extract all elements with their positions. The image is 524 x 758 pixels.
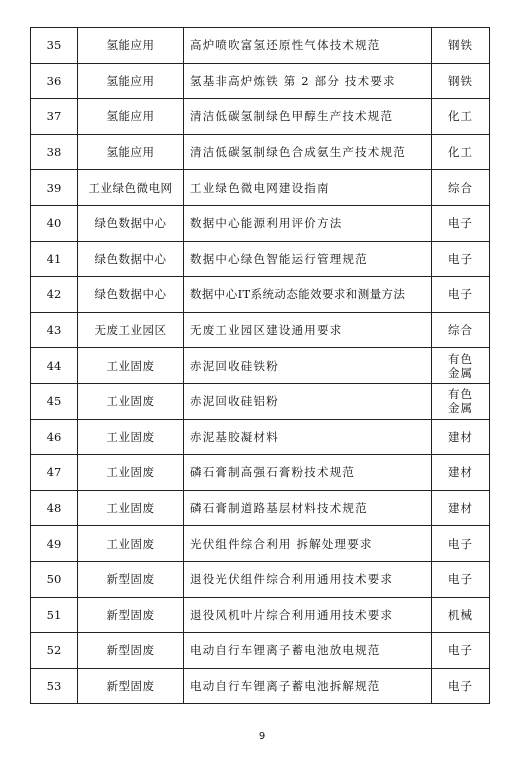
row-industry: 电子 bbox=[432, 526, 490, 562]
row-category: 工业固废 bbox=[78, 383, 184, 419]
row-industry: 电子 bbox=[432, 277, 490, 313]
row-number: 43 bbox=[31, 312, 78, 348]
row-number: 50 bbox=[31, 561, 78, 597]
row-industry-line: 金属 bbox=[448, 365, 473, 380]
row-industry: 化工 bbox=[432, 99, 490, 135]
row-industry: 电子 bbox=[432, 241, 490, 277]
row-industry: 建材 bbox=[432, 455, 490, 491]
table-row bbox=[31, 241, 490, 277]
row-number: 45 bbox=[31, 383, 78, 419]
row-category: 绿色数据中心 bbox=[78, 205, 184, 241]
row-category: 工业固废 bbox=[78, 490, 184, 526]
table-row bbox=[31, 490, 490, 526]
row-standard-name: 无废工业园区建设通用要求 bbox=[184, 312, 432, 348]
row-number: 36 bbox=[31, 63, 78, 99]
table-row bbox=[31, 28, 490, 64]
table-row bbox=[31, 312, 490, 348]
row-number: 46 bbox=[31, 419, 78, 455]
row-standard-name: 工业绿色微电网建设指南 bbox=[184, 170, 432, 206]
table-row bbox=[31, 383, 490, 419]
row-standard-name: 赤泥基胶凝材料 bbox=[184, 419, 432, 455]
row-number: 35 bbox=[31, 28, 78, 64]
row-number: 51 bbox=[31, 597, 78, 633]
row-standard-name: 氢基非高炉炼铁 第 2 部分 技术要求 bbox=[184, 63, 432, 99]
table-row bbox=[31, 668, 490, 704]
row-industry: 建材 bbox=[432, 419, 490, 455]
table-row bbox=[31, 526, 490, 562]
row-industry: 电子 bbox=[432, 668, 490, 704]
row-number: 41 bbox=[31, 241, 78, 277]
row-industry: 机械 bbox=[432, 597, 490, 633]
row-number: 40 bbox=[31, 205, 78, 241]
row-category: 绿色数据中心 bbox=[78, 277, 184, 313]
row-category: 新型固废 bbox=[78, 633, 184, 669]
row-category: 绿色数据中心 bbox=[78, 241, 184, 277]
table-row bbox=[31, 419, 490, 455]
row-standard-name: 数据中心绿色智能运行管理规范 bbox=[184, 241, 432, 277]
row-standard-name: 赤泥回收硅铁粉 bbox=[184, 348, 432, 384]
row-standard-name: 磷石膏制道路基层材料技术规范 bbox=[184, 490, 432, 526]
row-industry: 电子 bbox=[432, 633, 490, 669]
row-standard-name: 退役光伏组件综合利用通用技术要求 bbox=[184, 561, 432, 597]
row-industry: 钢铁 bbox=[432, 63, 490, 99]
row-industry: 综合 bbox=[432, 170, 490, 206]
page-number: 9 bbox=[258, 731, 266, 742]
row-industry: 钢铁 bbox=[432, 28, 490, 64]
row-number: 38 bbox=[31, 134, 78, 170]
row-industry: 化工 bbox=[432, 134, 490, 170]
table-row bbox=[31, 633, 490, 669]
row-industry: 电子 bbox=[432, 205, 490, 241]
row-category: 工业固废 bbox=[78, 455, 184, 491]
row-category: 新型固废 bbox=[78, 597, 184, 633]
row-category: 工业固废 bbox=[78, 348, 184, 384]
table-row bbox=[31, 277, 490, 313]
row-standard-name: 电动自行车锂离子蓄电池拆解规范 bbox=[184, 668, 432, 704]
row-standard-name: 数据中心能源利用评价方法 bbox=[184, 205, 432, 241]
row-number: 52 bbox=[31, 633, 78, 669]
row-number: 47 bbox=[31, 455, 78, 491]
row-category: 氢能应用 bbox=[78, 99, 184, 135]
row-number: 49 bbox=[31, 526, 78, 562]
row-standard-name: 清洁低碳氢制绿色甲醇生产技术规范 bbox=[184, 99, 432, 135]
row-number: 37 bbox=[31, 99, 78, 135]
row-category: 新型固废 bbox=[78, 561, 184, 597]
row-category: 氢能应用 bbox=[78, 63, 184, 99]
row-industry: 综合 bbox=[432, 312, 490, 348]
row-category: 工业绿色微电网 bbox=[78, 170, 184, 206]
row-category: 无废工业园区 bbox=[78, 312, 184, 348]
row-number: 39 bbox=[31, 170, 78, 206]
row-standard-name: 赤泥回收硅铝粉 bbox=[184, 383, 432, 419]
row-industry bbox=[432, 348, 490, 384]
table-row bbox=[31, 134, 490, 170]
row-standard-name: 清洁低碳氢制绿色合成氨生产技术规范 bbox=[184, 134, 432, 170]
row-industry: 建材 bbox=[432, 490, 490, 526]
table-row bbox=[31, 348, 490, 384]
table-row bbox=[31, 63, 490, 99]
row-category: 氢能应用 bbox=[78, 134, 184, 170]
row-industry: 电子 bbox=[432, 561, 490, 597]
table-row bbox=[31, 455, 490, 491]
row-category: 工业固废 bbox=[78, 419, 184, 455]
row-standard-name: 电动自行车锂离子蓄电池放电规范 bbox=[184, 633, 432, 669]
row-standard-name: 高炉喷吹富氢还原性气体技术规范 bbox=[184, 28, 432, 64]
row-standard-name: 磷石膏制高强石膏粉技术规范 bbox=[184, 455, 432, 491]
row-number: 53 bbox=[31, 668, 78, 704]
row-standard-name: 数据中心IT系统动态能效要求和测量方法 bbox=[184, 277, 432, 313]
row-standard-name: 光伏组件综合利用 拆解处理要求 bbox=[184, 526, 432, 562]
row-number: 42 bbox=[31, 277, 78, 313]
row-category: 氢能应用 bbox=[78, 28, 184, 64]
table-row bbox=[31, 170, 490, 206]
row-number: 48 bbox=[31, 490, 78, 526]
table-row bbox=[31, 205, 490, 241]
table-row bbox=[31, 99, 490, 135]
row-category: 工业固废 bbox=[78, 526, 184, 562]
row-category: 新型固废 bbox=[78, 668, 184, 704]
row-industry bbox=[432, 383, 490, 419]
row-industry-line: 金属 bbox=[448, 401, 473, 416]
row-industry-line: 有色 bbox=[448, 351, 473, 366]
table-row bbox=[31, 597, 490, 633]
row-number: 44 bbox=[31, 348, 78, 384]
table-row bbox=[31, 561, 490, 597]
row-standard-name: 退役风机叶片综合利用通用技术要求 bbox=[184, 597, 432, 633]
standards-table bbox=[30, 27, 490, 704]
row-industry-line: 有色 bbox=[448, 387, 473, 402]
